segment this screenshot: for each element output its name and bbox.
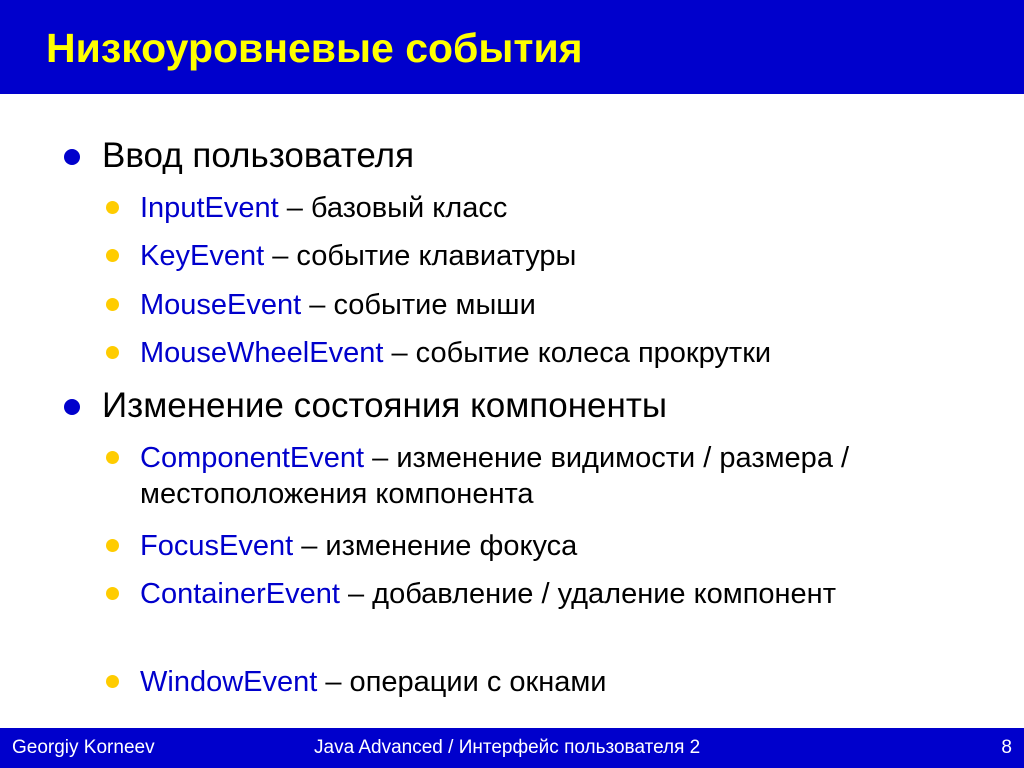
bullet-icon (106, 539, 119, 552)
event-class-name: ContainerEvent (140, 578, 340, 610)
slide-footer (0, 728, 1024, 768)
event-class-name: ComponentEvent (140, 442, 365, 474)
event-class-name: InputEvent (140, 192, 279, 224)
event-description: – базовый класс (286, 192, 508, 224)
footer-course-title: Java Advanced / Интерфейс пользователя 2 (314, 737, 701, 758)
event-class-name: FocusEvent (140, 530, 294, 562)
bullet-icon (106, 249, 119, 262)
event-description: – операции с окнами (325, 666, 607, 698)
event-description: – событие клавиатуры (272, 240, 577, 272)
footer-author: Georgiy Korneev (12, 737, 155, 758)
event-class-name: KeyEvent (140, 240, 265, 272)
event-description: – изменение фокуса (301, 530, 578, 562)
bullet-icon (106, 346, 119, 359)
page-number: 8 (1001, 737, 1012, 758)
event-description: – добавление / удаление компонент (347, 578, 836, 610)
bullet-icon (106, 451, 119, 464)
event-class-name: MouseEvent (140, 289, 302, 321)
event-description: – событие мыши (309, 289, 536, 321)
event-description: – изменение видимости / размера / местоположения компонента (140, 442, 850, 510)
bullet-icon (106, 587, 119, 600)
event-description: – событие колеса прокрутки (391, 337, 772, 369)
event-class-name: MouseWheelEvent (140, 337, 384, 369)
slide-header (0, 0, 1024, 94)
bullet-icon (106, 201, 119, 214)
bullet-icon (106, 298, 119, 311)
bullet-icon (64, 149, 80, 165)
slide-content: Ввод пользователя InputEvent – базовый класс KeyEvent – событие клавиатуры MouseEvent – событие мыши MouseWheelEvent – событие колеса прокрутки Изменение состояния компоненты ComponentEvent – изменение видимости / размера / местоположения компонента FocusEvent – изменение фокуса ContainerEvent – добавление / удаление компонент WindowEvent – операции с окнами (0, 94, 1024, 728)
bullet-icon (64, 399, 80, 415)
bullet-icon (106, 675, 119, 688)
event-class-name: WindowEvent (140, 666, 318, 698)
slide-title: Низкоуровневые события (46, 25, 583, 71)
